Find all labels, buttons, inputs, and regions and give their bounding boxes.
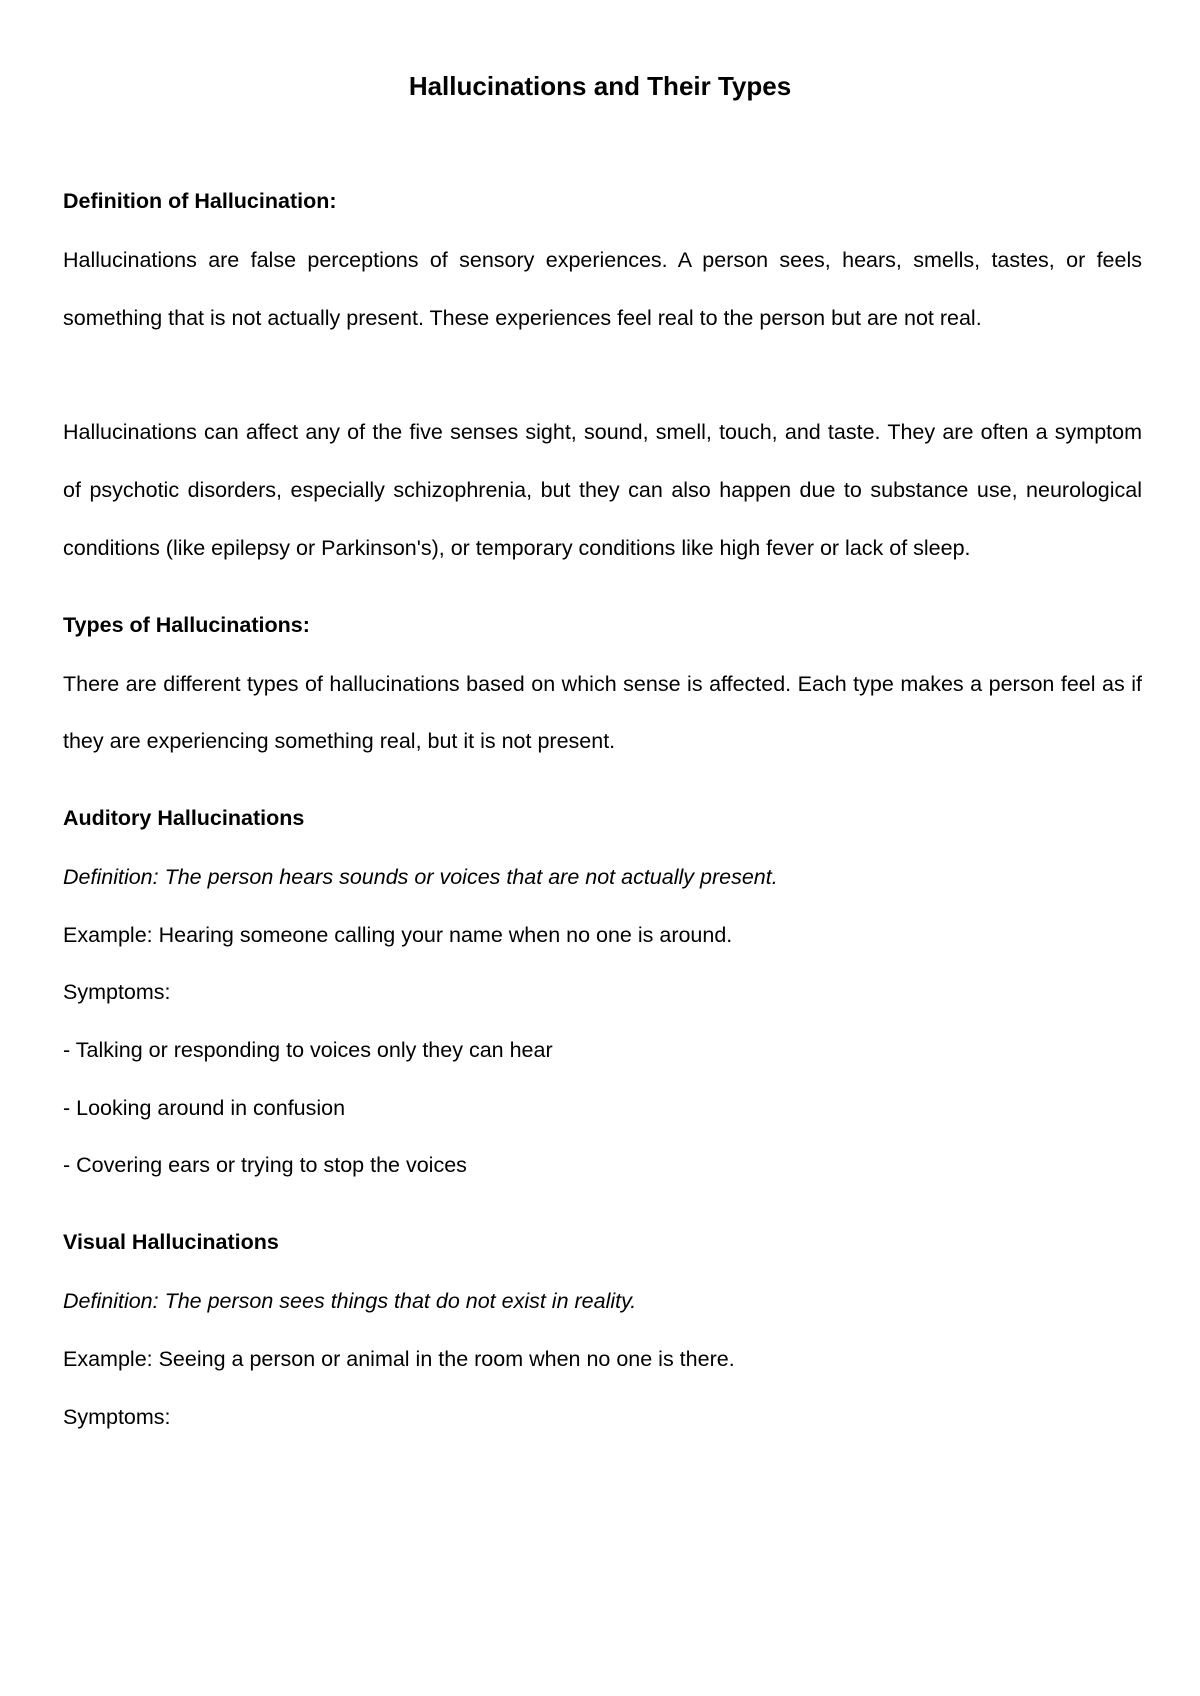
visual-example: Example: Seeing a person or animal in the room when no one is there. <box>63 1346 735 1371</box>
auditory-heading: Auditory Hallucinations <box>63 805 305 830</box>
auditory-definition: Definition: The person hears sounds or voices that are not actually present. <box>63 864 778 889</box>
auditory-symptom-item: - Covering ears or trying to stop the voices <box>63 1153 467 1178</box>
definition-heading: Definition of Hallucination: <box>63 189 337 213</box>
visual-heading: Visual Hallucinations <box>63 1230 279 1255</box>
auditory-example: Example: Hearing someone calling your name when no one is around. <box>63 922 733 947</box>
document-body <box>63 181 1142 1446</box>
senses-paragraph: Hallucinations can affect any of the five senses sight, sound, smell, touch, and taste. They are often a symptom of psychotic disorders, especially schizophrenia, but they can also happen due to substance use, neurological conditions (like epilepsy or Parkinson's), or temporary conditions like high fever or lack of sleep. <box>63 420 1142 560</box>
page-title: Hallucinations and Their Types <box>408 71 792 101</box>
visual-symptoms-label: Symptoms: <box>63 1404 171 1429</box>
definition-paragraph: Hallucinations are false perceptions of sensory experiences. A person sees, hears, smells, tastes, or feels something that is not actually present. These experiences feel real to the person but are not real. <box>63 248 1142 330</box>
auditory-symptom-item: - Talking or responding to voices only they can hear <box>63 1038 553 1063</box>
types-heading: Types of Hallucinations: <box>63 612 310 637</box>
visual-definition: Definition: The person sees things that do not exist in reality. <box>63 1289 637 1314</box>
auditory-symptom-item: - Looking around in confusion <box>63 1095 346 1120</box>
types-paragraph: There are different types of hallucinations based on which sense is affected. Each type makes a person feel as if they are experiencing something real, but it is not present. <box>63 671 1142 754</box>
auditory-symptoms-label: Symptoms: <box>63 980 171 1005</box>
